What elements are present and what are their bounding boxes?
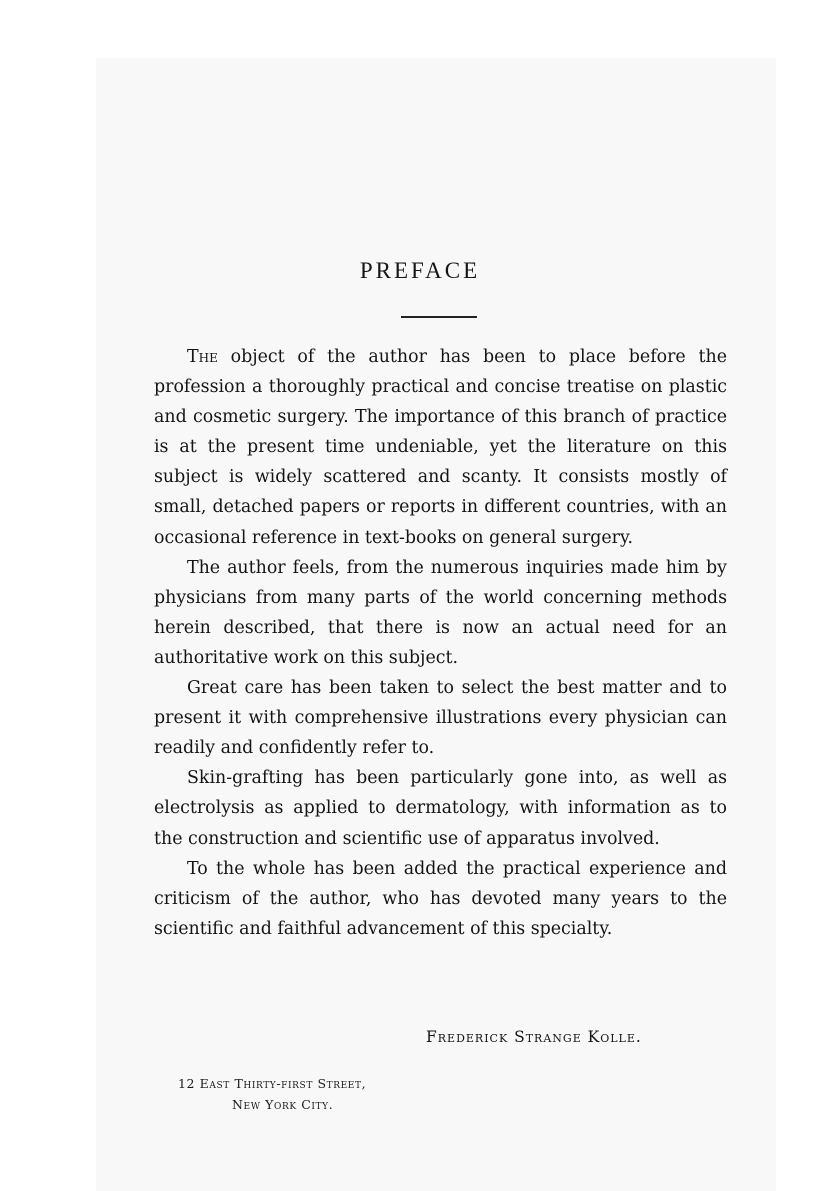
author-address (178, 1073, 366, 1115)
paragraph-1 (154, 342, 727, 553)
preface-body (154, 342, 727, 944)
paragraph-lead: The (187, 347, 218, 367)
paragraph-5: To the whole has been added the practical experience and criticism of the author, who has devoted many years to the scientific and faithful advancement of this specialty. (154, 858, 727, 939)
author-signature: Frederick Strange Kolle. (426, 1028, 642, 1046)
paragraph-text: object of the author has been to place before the profession a thoroughly practical and concise treatise on plastic and cosmetic surgery. The importance of this branch of practice is at the present time undeniable, yet the literature on this subject is widely scattered and scanty. It consists mostly of small, detached papers or reports in different countries, with an occasional reference in text-books on general surgery. (154, 347, 727, 548)
address-line-1: 12 East Thirty-first Street, (178, 1076, 367, 1091)
paragraph-4: Skin-grafting has been particularly gone into, as well as electrolysis as applied to dermatology, with information as to the construction and scientific use of apparatus involved. (154, 768, 727, 849)
paragraph-2: The author feels, from the numerous inquiries made him by physicians from many parts of the world concerning methods herein described, that there is now an actual need for an authoritative work on this subject. (154, 557, 727, 668)
address-line-2: New York City. (232, 1097, 334, 1112)
paragraph-3: Great care has been taken to select the best matter and to present it with comprehensive illustrations every physician can readily and confidently refer to. (154, 678, 727, 759)
page-title: PREFACE (359, 258, 481, 283)
title-rule (401, 316, 477, 318)
